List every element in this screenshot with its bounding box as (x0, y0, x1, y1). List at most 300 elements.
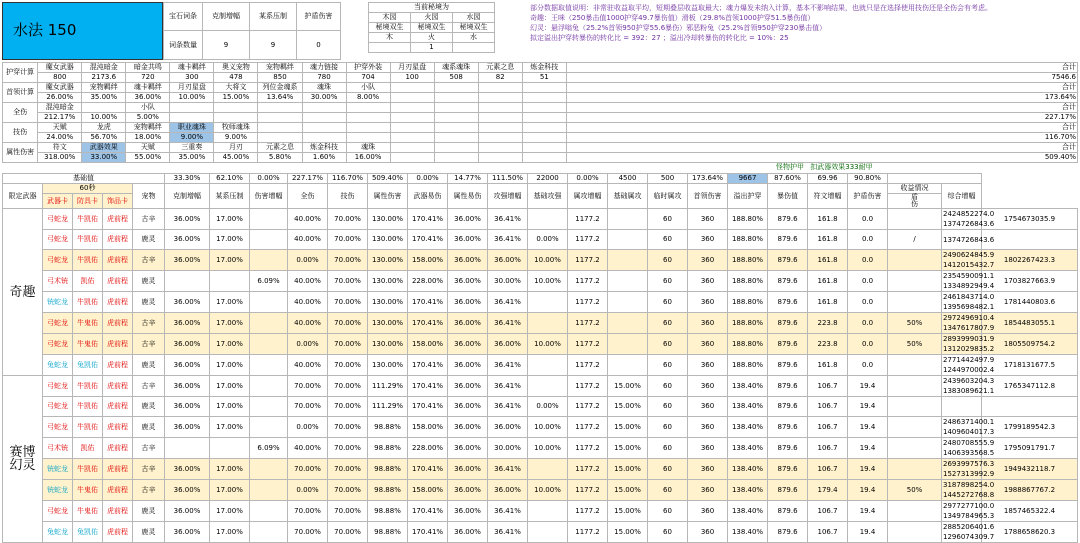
card-cell: 古辛 (133, 250, 165, 271)
table-row (3, 459, 1078, 480)
value-cell: 188.80% (728, 230, 768, 250)
card-cell: 弓蛇龙 (43, 376, 73, 397)
value-cell (608, 271, 648, 292)
value-cell (528, 313, 568, 334)
col-2: 伤害增幅 (250, 184, 288, 209)
benefit-cell (942, 501, 995, 522)
benefit-line: 1527313992.9 (943, 470, 995, 478)
total-cell (982, 230, 1078, 250)
pc-n5: 宠物羁绊 (258, 63, 302, 73)
value-cell (250, 480, 288, 501)
col-1: 某系压制 (210, 184, 250, 209)
qs-v2: 5.00% (126, 113, 170, 123)
benefit-line: 1349784965.3 (943, 512, 995, 520)
value-cell (608, 313, 648, 334)
card-cell: 弓术铳 (43, 271, 73, 292)
card-cell: 凯佑 (73, 438, 103, 459)
value-cell: 36.41% (488, 355, 528, 376)
value-cell: 15.00% (608, 459, 648, 480)
notes (530, 3, 1078, 43)
value-cell: 879.6 (768, 209, 808, 230)
realm-r2b: 秘境双生 (411, 23, 453, 33)
base-v3: 227.17% (288, 174, 328, 184)
value-cell: 223.8 (808, 313, 848, 334)
value-cell (210, 271, 250, 292)
value-cell: 130.00% (368, 250, 408, 271)
value-cell: 15.00% (608, 397, 648, 417)
sc-v6: 30.00% (302, 93, 346, 103)
qs-label: 全伤 (3, 103, 38, 123)
col-5: 属性伤害 (368, 184, 408, 209)
benefit-cell (942, 376, 995, 397)
value-cell: 1177.2 (568, 480, 608, 501)
value-cell: 17.00% (210, 355, 250, 376)
pc-n4: 奥义宠物 (214, 63, 258, 73)
table-row (3, 334, 1078, 355)
sx-v3: 35.00% (170, 153, 214, 163)
value-cell: 0.0 (848, 209, 888, 230)
pc-n6: 魂力链接 (302, 63, 346, 73)
stone-v2: 9 (203, 31, 250, 60)
pc-v3: 300 (170, 73, 214, 83)
realm-table (368, 2, 495, 53)
benefit-line: 2439603204.3 (943, 377, 995, 385)
value-cell: 36.00% (448, 292, 488, 313)
value-cell: 179.4 (808, 480, 848, 501)
stats-table (2, 62, 1078, 163)
value-cell: 170.41% (408, 292, 448, 313)
value-cell: 360 (688, 438, 728, 459)
value-cell: 170.41% (408, 522, 448, 543)
value-cell: 170.41% (408, 376, 448, 397)
value-cell: 40.00% (288, 292, 328, 313)
value-cell: 17.00% (210, 250, 250, 271)
value-cell (888, 271, 942, 292)
sx-n2: 天赋 (126, 143, 170, 153)
value-cell: 60 (648, 459, 688, 480)
value-cell (165, 271, 210, 292)
benefit-cell (942, 459, 995, 480)
card-cell: 兔蛇龙 (43, 522, 73, 543)
table-row (3, 501, 1078, 522)
value-cell: 36.41% (488, 376, 528, 397)
value-cell: 879.6 (768, 501, 808, 522)
value-cell: 36.00% (165, 334, 210, 355)
value-cell: 188.80% (728, 355, 768, 376)
time-label: 60秒 (43, 184, 133, 194)
value-cell: 130.00% (368, 334, 408, 355)
value-cell: 879.6 (768, 313, 808, 334)
value-cell: 138.40% (728, 438, 768, 459)
sc-v0: 26.00% (38, 93, 82, 103)
value-cell (888, 292, 942, 313)
js-n3: 职业魂珠 (170, 123, 214, 133)
sx-n3: 三重奏 (170, 143, 214, 153)
value-cell: 228.00% (408, 438, 448, 459)
sx-total-label: 合计 (566, 143, 1077, 153)
value-cell: 19.4 (848, 417, 888, 438)
card-cell: 牛鬼佑 (73, 480, 103, 501)
sx-label: 属性伤害 (3, 143, 38, 163)
pc-v5: 850 (258, 73, 302, 83)
value-cell (528, 209, 568, 230)
card-cell: 鹿灵 (133, 355, 165, 376)
value-cell: 17.00% (210, 397, 250, 417)
armor-card-col: 防具卡 (73, 194, 103, 209)
value-cell: 170.41% (408, 313, 448, 334)
js-v2: 18.00% (126, 133, 170, 143)
value-cell: 40.00% (288, 230, 328, 250)
realm-r3a: 木 (369, 33, 411, 43)
benefit-line: 1395698482.1 (943, 303, 995, 311)
value-cell (528, 355, 568, 376)
card-cell: 虎前程 (103, 522, 133, 543)
value-cell: 36.00% (165, 522, 210, 543)
card-cell: 虎前程 (103, 397, 133, 417)
total-cell: 1802267423.3 (982, 250, 1078, 271)
sx-n7: 魂珠 (346, 143, 390, 153)
sc-n3: 月刃星盘 (170, 83, 214, 93)
value-cell: 161.8 (808, 209, 848, 230)
value-cell: 70.00% (328, 230, 368, 250)
card-cell: 牛鬼佑 (73, 313, 103, 334)
value-cell: 40.00% (288, 209, 328, 230)
value-cell: 130.00% (368, 313, 408, 334)
value-cell: 40.00% (288, 313, 328, 334)
value-cell: 10.00% (528, 438, 568, 459)
benefit2-label: 盾 (911, 193, 919, 201)
value-cell: 60 (648, 417, 688, 438)
benefit-line: 1409604017.3 (943, 428, 995, 436)
value-cell: 19.4 (848, 501, 888, 522)
value-cell: 1177.2 (568, 459, 608, 480)
value-cell: 360 (688, 355, 728, 376)
value-cell: 36.00% (165, 459, 210, 480)
value-cell: 70.00% (328, 376, 368, 397)
stone-h2: 克制增幅 (203, 3, 250, 31)
benefit-line: 2977277100.0 (943, 502, 995, 510)
pc-v1: 2173.6 (82, 73, 126, 83)
card-cell: 兔蛇龙 (43, 355, 73, 376)
benefit-cell (942, 397, 982, 417)
value-cell: 111.29% (368, 376, 408, 397)
benefit-line: 1445272768.8 (943, 491, 995, 499)
sx-total: 509.40% (566, 153, 1077, 163)
note-2: 奇趣：王咪（250暴击值1000护穿49.7暴伤值）滑板（29.8%首领1000护穿51.5暴伤值） (530, 14, 815, 22)
value-cell (528, 501, 568, 522)
value-cell: 15.00% (608, 417, 648, 438)
sx-n1: 武器效果 (82, 143, 126, 153)
card-cell: 虎前程 (103, 501, 133, 522)
sc-n5: 列位金魂系 (258, 83, 302, 93)
pc-n2: 暗金共鸣 (126, 63, 170, 73)
js-total-label: 合计 (566, 123, 1077, 133)
pc-label: 护穿计算 (3, 63, 38, 83)
table-row (3, 250, 1078, 271)
realm-c3: 水园 (453, 13, 495, 23)
value-cell: 17.00% (210, 480, 250, 501)
card-cell: 牛凯佑 (73, 292, 103, 313)
table-row (3, 292, 1078, 313)
value-cell: 138.40% (728, 480, 768, 501)
base-v10: 0.00% (568, 174, 608, 184)
value-cell: 70.00% (288, 376, 328, 397)
benefit-line: 1374726843.6 (943, 235, 995, 244)
value-cell: 6.09% (250, 438, 288, 459)
base-v14: 9667 (728, 174, 768, 184)
card-cell: 古辛 (133, 313, 165, 334)
value-cell (528, 292, 568, 313)
table-row (3, 397, 1078, 417)
card-cell: 牛凯佑 (73, 417, 103, 438)
total-cell: 1795091791.7 (982, 438, 1078, 459)
value-cell: 19.4 (848, 459, 888, 480)
value-cell: 161.8 (808, 355, 848, 376)
pc-v7: 704 (346, 73, 390, 83)
sx-n4: 月刃 (214, 143, 258, 153)
value-cell (250, 292, 288, 313)
value-cell (250, 501, 288, 522)
total-cell: 1718131677.5 (982, 355, 1078, 376)
table-row (3, 355, 1078, 376)
sx-v5: 5.80% (258, 153, 302, 163)
value-cell: 70.00% (328, 355, 368, 376)
value-cell: 60 (648, 313, 688, 334)
value-cell: 879.6 (768, 376, 808, 397)
benefit-line: 2480708555.9 (943, 439, 995, 447)
value-cell: 0.0 (848, 292, 888, 313)
value-cell: 879.6 (768, 230, 808, 250)
value-cell: 70.00% (328, 397, 368, 417)
value-cell: 15.00% (608, 438, 648, 459)
value-cell (250, 397, 288, 417)
sc-v4: 15.00% (214, 93, 258, 103)
value-cell: 1177.2 (568, 271, 608, 292)
col-12: 临时属攻 (648, 184, 688, 209)
pet-armor-text: 怪物护甲 (776, 163, 804, 171)
value-cell: 879.6 (768, 480, 808, 501)
value-cell: 36.00% (165, 313, 210, 334)
total-cell: 1857465322.4 (982, 501, 1078, 522)
total-cell: 1765347112.8 (982, 376, 1078, 397)
js-v0: 24.00% (38, 133, 82, 143)
value-cell: 360 (688, 376, 728, 397)
card-cell: 弓蛇龙 (43, 230, 73, 250)
main-table (2, 173, 1078, 543)
value-cell: 360 (688, 397, 728, 417)
total-label: 综合增幅 (942, 184, 982, 209)
card-cell: 弓蛇龙 (43, 334, 73, 355)
sc-n2: 魂卡羁绊 (126, 83, 170, 93)
benefit-line: 2461843714.0 (943, 293, 995, 301)
value-cell (250, 355, 288, 376)
value-cell: 36.41% (488, 397, 528, 417)
benefit-line: 2885206401.6 (943, 523, 995, 531)
value-cell: 879.6 (768, 417, 808, 438)
js-v1: 56.70% (82, 133, 126, 143)
value-cell (888, 459, 942, 480)
value-cell: 360 (688, 480, 728, 501)
value-cell: 15.00% (608, 501, 648, 522)
value-cell (888, 250, 942, 271)
value-cell: 223.8 (808, 334, 848, 355)
value-cell: 36.00% (165, 230, 210, 250)
pc-total-label: 合计 (566, 63, 1077, 73)
value-cell: 15.00% (608, 376, 648, 397)
pc-n9: 魂系魂珠 (434, 63, 478, 73)
value-cell: 60 (648, 438, 688, 459)
value-cell: 36.41% (488, 230, 528, 250)
benefit-line: 1312029835.2 (943, 345, 995, 353)
stone-h3: 某系压制 (250, 3, 297, 31)
value-cell (528, 459, 568, 480)
value-cell: 879.6 (768, 459, 808, 480)
card-cell: 牛鬼佑 (73, 501, 103, 522)
value-cell: 1177.2 (568, 230, 608, 250)
sx-v4: 45.00% (214, 153, 258, 163)
value-cell: 360 (688, 334, 728, 355)
card-cell: 虎前程 (103, 459, 133, 480)
value-cell: 10.00% (528, 250, 568, 271)
benefit-line: 1347617807.9 (943, 324, 995, 332)
value-cell: 30.00% (488, 271, 528, 292)
value-cell: 36.00% (448, 230, 488, 250)
value-cell: 36.41% (488, 522, 528, 543)
value-cell: 1177.2 (568, 209, 608, 230)
value-cell: 138.40% (728, 376, 768, 397)
qs-total: 227.17% (566, 113, 1077, 123)
sx-v6: 1.60% (302, 153, 346, 163)
value-cell: 170.41% (408, 209, 448, 230)
value-cell: 36.00% (165, 417, 210, 438)
value-cell: 879.6 (768, 397, 808, 417)
value-cell: 36.00% (448, 209, 488, 230)
value-cell: 60 (648, 522, 688, 543)
total-cell: 1754673035.9 (982, 209, 1078, 230)
col-16: 符文增幅 (808, 184, 848, 209)
value-cell: 188.80% (728, 209, 768, 230)
sx-v0: 318.00% (38, 153, 82, 163)
card-cell: 虎前程 (103, 355, 133, 376)
value-cell: 36.00% (448, 459, 488, 480)
value-cell: 0.00% (288, 417, 328, 438)
value-cell: 17.00% (210, 459, 250, 480)
value-cell (888, 522, 942, 543)
benefit-cell (942, 522, 995, 543)
benefit-line: 2486371400.1 (943, 418, 995, 426)
benefit-cell (942, 209, 995, 230)
realm-r4: 1 (411, 43, 453, 53)
pc-n11: 炼金科技 (522, 63, 566, 73)
sc-v7: 8.00% (346, 93, 390, 103)
value-cell: 70.00% (288, 501, 328, 522)
value-cell: 879.6 (768, 250, 808, 271)
card-cell: 古辛 (133, 376, 165, 397)
benefit-line: 1244970002.4 (943, 366, 995, 374)
value-cell: 98.88% (368, 501, 408, 522)
card-cell: 弓蛇龙 (43, 397, 73, 417)
pc-n7: 护穿外装 (346, 63, 390, 73)
value-cell (608, 230, 648, 250)
pc-v6: 780 (302, 73, 346, 83)
card-cell: 牛凯佑 (73, 459, 103, 480)
value-cell: 36.00% (448, 250, 488, 271)
base-v6: 0.00% (408, 174, 448, 184)
value-cell: 1177.2 (568, 438, 608, 459)
value-cell (250, 459, 288, 480)
benefit-line: 2490624845.9 (943, 251, 995, 259)
value-cell (888, 376, 942, 397)
js-n4: 牧师魂珠 (214, 123, 258, 133)
value-cell: 161.8 (808, 292, 848, 313)
value-cell: 70.00% (328, 459, 368, 480)
value-cell: 158.00% (408, 250, 448, 271)
value-cell: 98.88% (368, 522, 408, 543)
value-cell: 188.80% (728, 313, 768, 334)
card-cell: 虎前程 (103, 271, 133, 292)
card-cell: 虎前程 (103, 292, 133, 313)
note-1: 部分数据取值说明：非常驻收益取平均，短期叠层收益取最大；魂力爆发未纳入计算，基本不影响结果，也就只是在选择使用技伤还是全伤会有考虑。 (530, 4, 992, 12)
sc-total-label: 合计 (566, 83, 1077, 93)
total-cell: 1949432118.7 (982, 459, 1078, 480)
benefit-line: 2354590091.1 (943, 272, 995, 280)
value-cell: 360 (688, 417, 728, 438)
table-row (3, 313, 1078, 334)
card-cell: 铳蛇龙 (43, 459, 73, 480)
col-17: 护盾伤害 (848, 184, 888, 209)
card-cell: 弓蛇龙 (43, 250, 73, 271)
value-cell: 360 (688, 271, 728, 292)
card-cell: 古辛 (133, 480, 165, 501)
value-cell (250, 313, 288, 334)
sc-n6: 魂珠 (302, 83, 346, 93)
card-cell: 弓蛇龙 (43, 417, 73, 438)
value-cell (608, 209, 648, 230)
value-cell: 50% (888, 313, 942, 334)
value-cell: 70.00% (328, 480, 368, 501)
value-cell: 138.40% (728, 501, 768, 522)
col-9: 基础攻强 (528, 184, 568, 209)
value-cell: 17.00% (210, 501, 250, 522)
benefit-line: 1406393568.5 (943, 449, 995, 457)
value-cell (888, 355, 942, 376)
value-cell (888, 438, 942, 459)
value-cell: 360 (688, 292, 728, 313)
stone-v3: 9 (250, 31, 297, 60)
card-cell: 鹿灵 (133, 230, 165, 250)
value-cell: 10.00% (528, 271, 568, 292)
benefit-cell (942, 271, 995, 292)
pc-v4: 478 (214, 73, 258, 83)
sc-label: 首领计算 (3, 83, 38, 103)
card-cell: 古辛 (133, 334, 165, 355)
value-cell: 0.00% (288, 250, 328, 271)
card-cell: 牛鬼佑 (73, 334, 103, 355)
value-cell: 60 (648, 334, 688, 355)
pc-v9: 508 (434, 73, 478, 83)
pc-v0: 800 (38, 73, 82, 83)
value-cell: 138.40% (728, 417, 768, 438)
value-cell: 60 (648, 250, 688, 271)
benefit-line: 3187898254.0 (943, 481, 995, 489)
value-cell: 36.00% (448, 271, 488, 292)
sc-v1: 35.00% (82, 93, 126, 103)
title-box (2, 2, 163, 60)
pet-col: 宠物 (133, 184, 165, 209)
card-cell: 虎前程 (103, 334, 133, 355)
value-cell (250, 334, 288, 355)
value-cell: 360 (688, 250, 728, 271)
